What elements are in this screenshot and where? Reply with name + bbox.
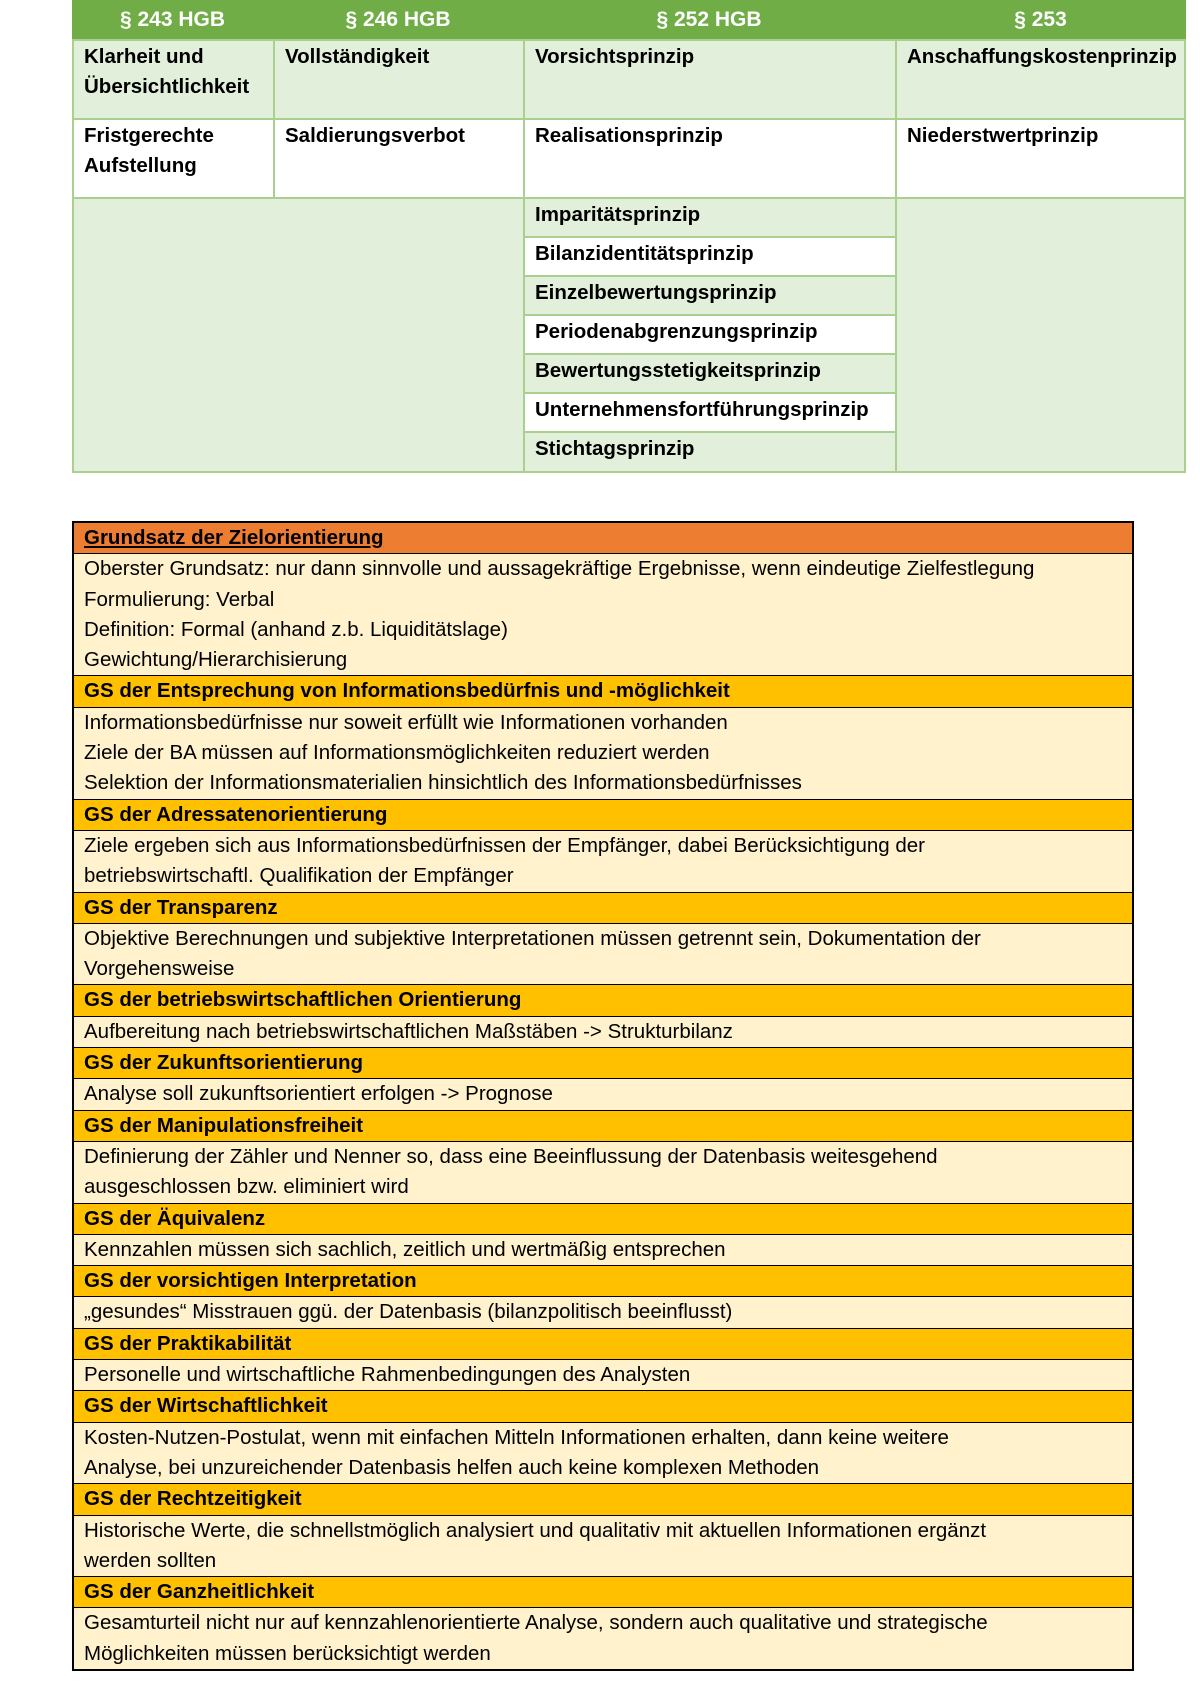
grundsatz-title: GS der Rechtzeitigkeit: [74, 1484, 1132, 1515]
grundsatz-description: [74, 708, 1132, 800]
header-246-hgb: § 246 HGB: [273, 0, 523, 39]
description-line: Objektive Berechnungen und subjektive Interpretationen müssen getrennt sein, Dokumentation der: [84, 926, 981, 950]
description-line: Gesamturteil nicht nur auf kennzahlenorientierte Analyse, sondern auch qualitative und strategische: [84, 1611, 988, 1635]
cell-unternehmensfortfuehrungsprinzip: Unternehmensfortführungsprinzip: [523, 392, 897, 433]
grundsatz-title: GS der Entsprechung von Informationsbedürfnis und -möglichkeit: [74, 676, 1132, 707]
description-line: Historische Werte, die schnellstmöglich analysiert und qualitativ mit aktuellen Informationen ergänzt: [84, 1518, 987, 1542]
cell-saldierungsverbot: Saldierungsverbot: [273, 118, 525, 199]
description-line: ausgeschlossen bzw. eliminiert wird: [84, 1175, 409, 1199]
grundsatz-title: GS der Transparenz: [74, 893, 1132, 924]
description-line: werden sollten: [84, 1548, 217, 1572]
hgb-principles-table: [72, 0, 1186, 473]
cell-fristgerechte-aufstellung: Fristgerechte Aufstellung: [72, 118, 275, 199]
cell-stichtagsprinzip: Stichtagsprinzip: [523, 431, 897, 473]
description-line: Analyse soll zukunftsorientiert erfolgen -> Prognose: [84, 1082, 553, 1106]
grundsatz-description: [74, 1360, 1132, 1391]
description-line: Vorgehensweise: [84, 957, 235, 981]
grundsatz-description: [74, 1423, 1132, 1485]
empty-cell-right: [895, 197, 1186, 473]
grundsatz-title: GS der betriebswirtschaftlichen Orientierung: [74, 985, 1132, 1016]
grundsatz-title: GS der Zukunftsorientierung: [74, 1048, 1132, 1079]
grundsatz-title: GS der Manipulationsfreiheit: [74, 1111, 1132, 1142]
cell-imparitaetsprinzip: Imparitätsprinzip: [523, 197, 897, 238]
header-252-hgb: § 252 HGB: [523, 0, 895, 39]
description-line: Ziele der BA müssen auf Informationsmöglichkeiten reduziert werden: [84, 741, 710, 765]
grundsatz-title: GS der Ganzheitlichkeit: [74, 1577, 1132, 1608]
cell-bilanzidentitaetsprinzip: Bilanzidentitätsprinzip: [523, 236, 897, 277]
description-line: Formulierung: Verbal: [84, 587, 275, 611]
grundsatz-description: [74, 1235, 1132, 1266]
description-line: Oberster Grundsatz: nur dann sinnvolle und aussagekräftige Ergebnisse, wenn eindeutige Zielfestlegung: [84, 557, 1035, 581]
description-line: Ziele ergeben sich aus Informationsbedürfnissen der Empfänger, dabei Berücksichtigung der: [84, 833, 925, 857]
cell-niederstwertprinzip: Niederstwertprinzip: [895, 118, 1186, 199]
cell-periodenabgrenzungsprinzip: Periodenabgrenzungsprinzip: [523, 314, 897, 355]
description-line: Analyse, bei unzureichender Datenbasis helfen auch keine komplexen Methoden: [84, 1455, 820, 1479]
grundsatz-description: [74, 1142, 1132, 1204]
description-line: Aufbereitung nach betriebswirtschaftlichen Maßstäben -> Strukturbilanz: [84, 1019, 733, 1043]
grundsatz-title: Grundsatz der Zielorientierung: [74, 523, 1132, 554]
description-line: Kosten-Nutzen-Postulat, wenn mit einfachen Mitteln Informationen erhalten, dann keine weitere: [84, 1425, 949, 1449]
description-line: Kennzahlen müssen sich sachlich, zeitlich und wertmäßig entsprechen: [84, 1237, 726, 1261]
description-line: Selektion der Informationsmaterialien hinsichtlich des Informationsbedürfnisses: [84, 771, 802, 795]
header-243-hgb: § 243 HGB: [72, 0, 273, 39]
grundsatz-description: [74, 1516, 1132, 1578]
description-line: Definierung der Zähler und Nenner so, dass eine Beeinflussung der Datenbasis weitesgehend: [84, 1144, 938, 1168]
grundsatz-title: GS der Äquivalenz: [74, 1204, 1132, 1235]
empty-cell-left: [72, 197, 525, 473]
description-line: „gesundes“ Misstrauen ggü. der Datenbasis (bilanzpolitisch beeinflusst): [84, 1300, 733, 1324]
grundsatz-title: GS der Praktikabilität: [74, 1329, 1132, 1360]
description-line: Definition: Formal (anhand z.b. Liquiditätslage): [84, 617, 508, 641]
grundsatz-description: [74, 1017, 1132, 1048]
cell-einzelbewertungsprinzip: Einzelbewertungsprinzip: [523, 275, 897, 316]
grundsatz-description: [74, 554, 1132, 676]
cell-anschaffungskostenprinzip: Anschaffungskostenprinzip: [895, 39, 1186, 120]
cell-realisationsprinzip: Realisationsprinzip: [523, 118, 897, 199]
description-line: Möglichkeiten müssen berücksichtigt werden: [84, 1641, 491, 1665]
grundsatz-description: [74, 1608, 1132, 1669]
grundsatz-description: [74, 831, 1132, 893]
grundsatz-title: GS der Wirtschaftlichkeit: [74, 1391, 1132, 1422]
grundsatz-description: [74, 1079, 1132, 1110]
description-line: betriebswirtschaftl. Qualifikation der Empfänger: [84, 864, 514, 888]
grundsatz-title: GS der vorsichtigen Interpretation: [74, 1266, 1132, 1297]
grundsatz-description: [74, 1297, 1132, 1328]
header-253: § 253: [895, 0, 1186, 39]
grundsaetze-table: [72, 521, 1134, 1671]
cell-bewertungsstetigkeitsprinzip: Bewertungsstetigkeitsprinzip: [523, 353, 897, 394]
cell-klarheit: Klarheit und Übersichtlichkeit: [72, 39, 275, 120]
grundsatz-description: [74, 924, 1132, 986]
description-line: Personelle und wirtschaftliche Rahmenbedingungen des Analysten: [84, 1363, 691, 1387]
description-line: Gewichtung/Hierarchisierung: [84, 648, 348, 672]
cell-vollstaendigkeit: Vollständigkeit: [273, 39, 525, 120]
description-line: Informationsbedürfnisse nur soweit erfüllt wie Informationen vorhanden: [84, 710, 728, 734]
grundsatz-title: GS der Adressatenorientierung: [74, 800, 1132, 831]
cell-vorsichtsprinzip: Vorsichtsprinzip: [523, 39, 897, 120]
